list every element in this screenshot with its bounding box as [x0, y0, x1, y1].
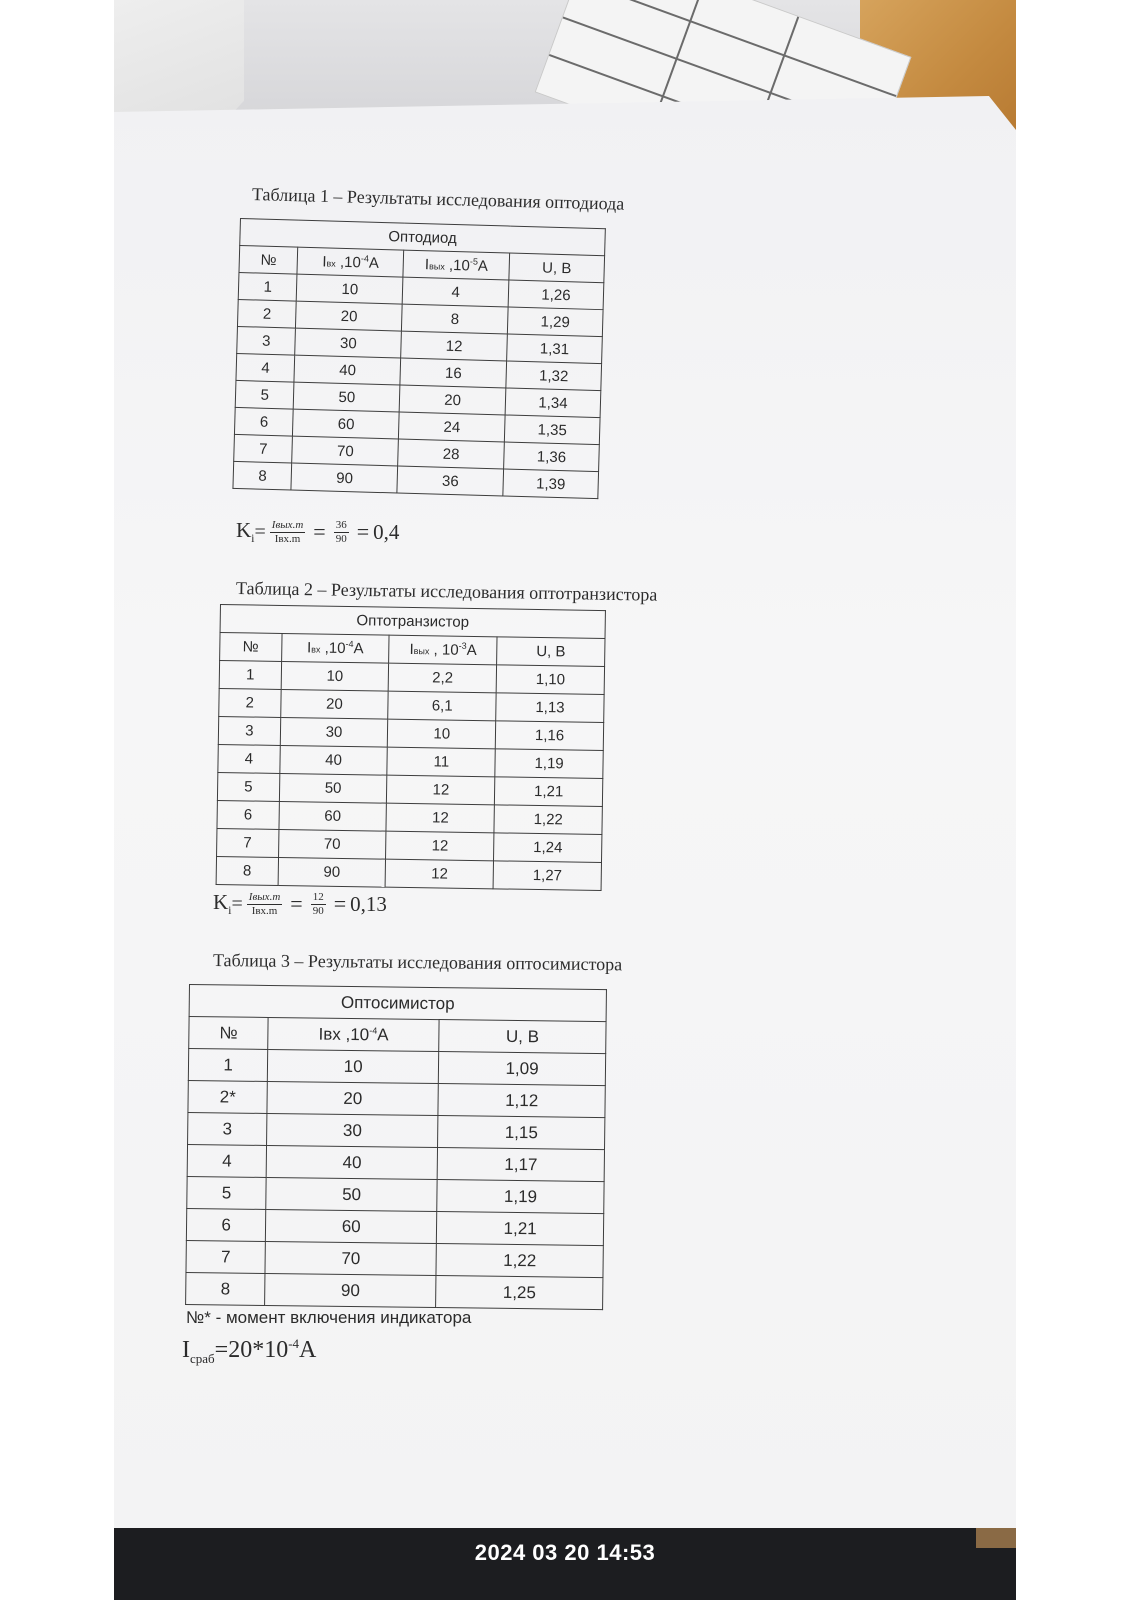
- table-row: 6 60 24 1,35: [234, 407, 600, 444]
- table2-header-iout: Iвых , $10^{-3}A$: [389, 635, 497, 665]
- table1-optodiode: [232, 218, 605, 499]
- table2-caption: Таблица 2 – Результаты исследования оптотранзистора: [235, 578, 658, 605]
- trigger-current: $I_{сраб}=20*10^{-4}A$: [182, 1336, 317, 1366]
- formula2-fraction-symbolic: $\frac{\text{Iвых.m}}{\text{Iвх.m}}$: [248, 890, 281, 917]
- formula2-result: 0,13: [350, 891, 387, 916]
- table3-header-u: U, B: [439, 1020, 606, 1054]
- formula1-transfer-coefficient: $K_i$ = $\frac{\text{Iвых.m}}{\text{Iвх.m}}$ = $\frac{36}{90}$ = 0,4: [236, 518, 400, 546]
- table-row: 7 70 1,22: [186, 1240, 603, 1277]
- table2-header-n: №: [220, 633, 282, 662]
- formula1-fraction-numeric: $\frac{36}{90}$: [335, 518, 347, 545]
- table-row: 1 10 4 1,26: [238, 272, 604, 309]
- table-row: 1 10 1,09: [188, 1049, 605, 1086]
- table-row: 4 40 11 1,19: [218, 744, 603, 778]
- table3-optosimistor: [185, 984, 607, 1310]
- table-row: 4 40 16 1,32: [236, 353, 602, 390]
- table-row: 1 10 2,2 1,10: [219, 661, 604, 695]
- formula1-k: $K_i$: [236, 518, 255, 546]
- formula2-transfer-coefficient: $K_i$ = $\frac{\text{Iвых.m}}{\text{Iвх.m}}$ = $\frac{12}{90}$ = 0,13: [213, 890, 387, 918]
- table-row: 4 40 1,17: [187, 1144, 604, 1181]
- table1-header-u: U, B: [509, 253, 605, 283]
- table-row: 8 90 1,25: [186, 1272, 603, 1309]
- table-row: 8 90 12 1,27: [216, 856, 601, 890]
- table-row: 6 60 1,21: [186, 1208, 603, 1245]
- table2-optotransistor: [216, 604, 606, 891]
- table3-header-n: №: [189, 1017, 269, 1050]
- formula2-fraction-numeric: $\frac{12}{90}$: [312, 890, 324, 917]
- formula2-k: $K_i$: [213, 890, 232, 918]
- table2-title: Оптотранзистор: [220, 605, 605, 639]
- table-row: 3 30 1,15: [188, 1112, 605, 1149]
- table1-caption: Таблица 1 – Результаты исследования оптодиода: [251, 184, 625, 214]
- table2-header-iin: Iвх $,10^{-4}A$: [281, 633, 389, 663]
- table3-caption: Таблица 3 – Результаты исследования оптосимистора: [212, 950, 623, 975]
- table-row: 2* 20 1,12: [188, 1080, 605, 1117]
- table3-header-row: [189, 1017, 606, 1054]
- table1-header-n: №: [239, 246, 298, 275]
- table-row: 3 30 12 1,31: [237, 326, 603, 363]
- table-row: 3 30 10 1,16: [218, 716, 603, 750]
- table1-header-iout: Iвых $,10^{-5}A$: [403, 250, 510, 280]
- formula1-result: 0,4: [373, 519, 400, 544]
- table3-title: Оптосимистор: [189, 985, 606, 1022]
- table-row: 7 70 12 1,24: [217, 828, 602, 862]
- indicator-note: №* - момент включения индикатора: [186, 1308, 472, 1327]
- table-row: 5 50 12 1,21: [217, 772, 602, 806]
- table-row: 6 60 12 1,22: [217, 800, 602, 834]
- table-row: 2 20 8 1,29: [237, 299, 603, 336]
- table-row: 5 50 1,19: [187, 1176, 604, 1213]
- table-row: 2 20 6,1 1,13: [219, 688, 604, 722]
- table3-header-iin: Iвх $,10^{-4}A$: [268, 1017, 439, 1051]
- table-row: 8 90 36 1,39: [233, 461, 599, 498]
- formula1-fraction-symbolic: $\frac{\text{Iвых.m}}{\text{Iвх.m}}$: [271, 518, 304, 545]
- photo-timestamp: 2024 03 20 14:53: [474, 1540, 656, 1565]
- table-row: 5 50 20 1,34: [235, 380, 601, 417]
- table1-header-iin: Iвх $,10^{-4}A$: [297, 247, 404, 277]
- table2-header-u: U, B: [497, 637, 605, 667]
- table-row: 7 70 28 1,36: [234, 434, 600, 471]
- table1-title: Оптодиод: [240, 219, 606, 256]
